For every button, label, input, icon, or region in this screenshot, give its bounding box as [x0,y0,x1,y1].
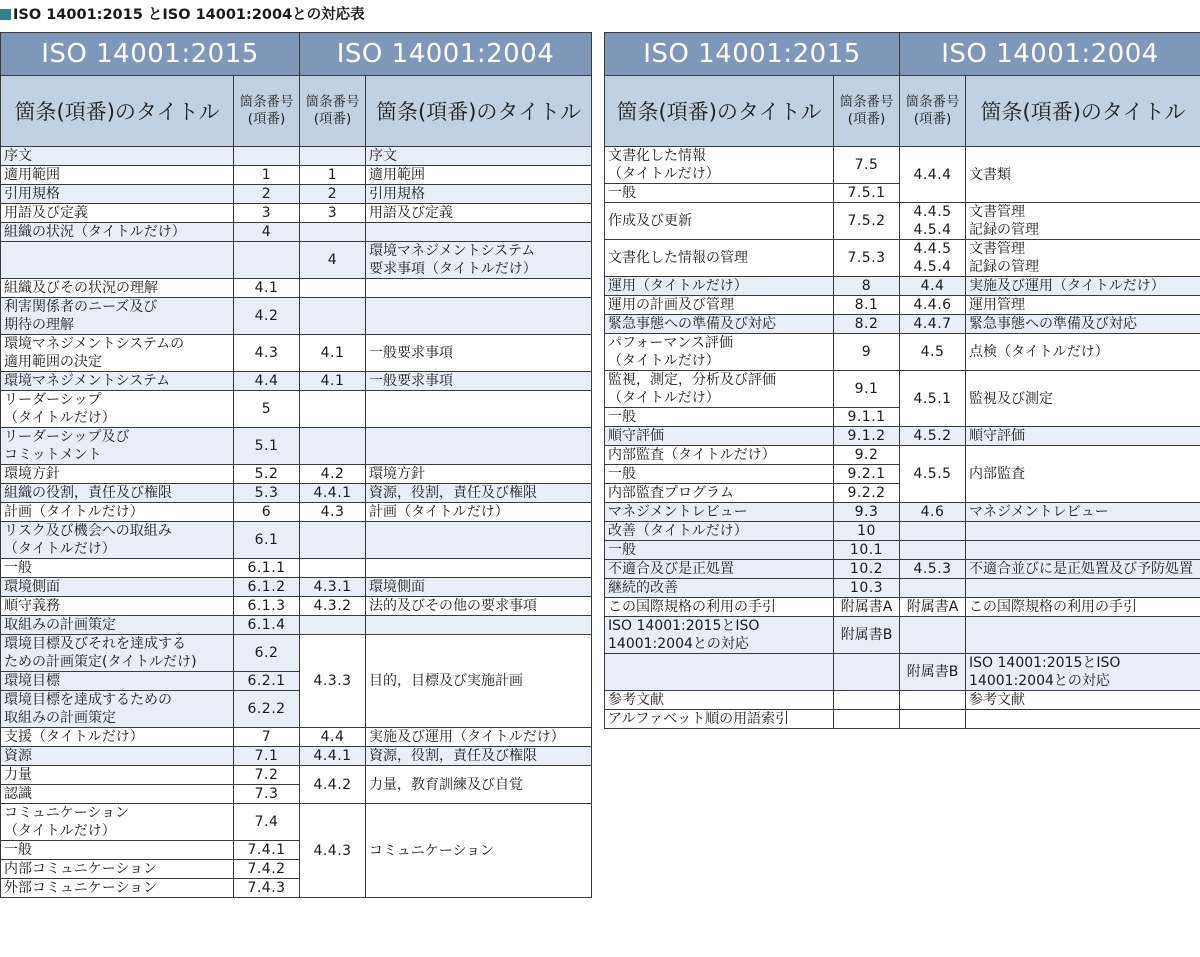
clause-number-2015: 9.2.1 [834,465,900,484]
clause-title-2015: 環境目標 [1,672,234,691]
clause-title-2004: 用語及び定義 [366,204,592,223]
clause-title-2004 [366,391,592,428]
clause-title-2015: パフォーマンス評価 （タイトルだけ） [605,334,834,371]
clause-number-2004 [300,428,366,465]
table-row [1,635,592,672]
clause-number-2015: 7 [234,728,300,747]
clause-number-2015: 6.1 [234,522,300,559]
table-row [605,691,1200,710]
table-row [1,372,592,391]
clause-title-2015: 力量 [1,766,234,785]
table-row [1,223,592,242]
table-row [1,804,592,841]
clause-title-2004: 文書類 [966,147,1200,203]
clause-title-2004: 実施及び運用（タイトルだけ） [366,728,592,747]
clause-title-2015: 内部監査プログラム [605,484,834,503]
clause-number-2004 [900,617,966,654]
clause-title-2015: 資源 [1,747,234,766]
clause-title-2015: マネジメントレビュー [605,503,834,522]
header-clause-number-2015: 箇条番号 (項番) [234,76,300,147]
clause-number-2015 [834,710,900,729]
clause-number-2004: 4.5.3 [900,560,966,579]
clause-title-2015: 内部コミュニケーション [1,860,234,879]
table-row [605,296,1200,315]
clause-title-2015: 不適合及び是正処置 [605,560,834,579]
clause-title-2015: リーダーシップ （タイトルだけ） [1,391,234,428]
clause-number-2015: 7.5.1 [834,184,900,203]
table-row [1,503,592,522]
header-clause-number-2015: 箇条番号 (項番) [834,76,900,147]
clause-title-2015: 取組みの計画策定 [1,616,234,635]
clause-title-2004: 引用規格 [366,185,592,204]
clause-title-2015: 運用の計画及び管理 [605,296,834,315]
clause-number-2015: 7.2 [234,766,300,785]
clause-number-2015: 9.2 [834,446,900,465]
clause-title-2015: 組織及びその状況の理解 [1,279,234,298]
clause-title-2004: 資源，役割，責任及び権限 [366,484,592,503]
clause-title-2015: 一般 [605,465,834,484]
table-row [605,617,1200,654]
clause-title-2004: 文書管理 記録の管理 [966,240,1200,277]
table-row [1,728,592,747]
clause-title-2015: 順守評価 [605,427,834,446]
clause-title-2015: 環境側面 [1,578,234,597]
clause-title-2015: 一般 [1,559,234,578]
clause-title-2004 [966,617,1200,654]
table-row [605,522,1200,541]
header-clause-title-2004: 箇条(項番)のタイトル [366,76,592,147]
table-row [605,503,1200,522]
clause-title-2015: 支援（タイトルだけ） [1,728,234,747]
clause-number-2015: 附属書A [834,598,900,617]
header-iso2015: ISO 14001:2015 [605,33,900,76]
clause-title-2015 [605,654,834,691]
clause-number-2015: 7.4.3 [234,879,300,898]
header-iso2015: ISO 14001:2015 [1,33,300,76]
clause-number-2015: 7.4.2 [234,860,300,879]
clause-title-2004 [966,522,1200,541]
clause-title-2004 [366,279,592,298]
clause-title-2004 [966,579,1200,598]
clause-number-2004: 4.5.5 [900,446,966,503]
clause-number-2004 [300,391,366,428]
table-row [605,315,1200,334]
clause-title-2015: 内部監査（タイトルだけ） [605,446,834,465]
clause-title-2004: 一般要求事項 [366,372,592,391]
clause-title-2004: 計画（タイトルだけ） [366,503,592,522]
clause-title-2015: リスク及び機会への取組み （タイトルだけ） [1,522,234,559]
clause-title-2015: 利害関係者のニーズ及び 期待の理解 [1,298,234,335]
correspondence-table-left [0,32,592,898]
clause-title-2004: 力量，教育訓練及び自覚 [366,766,592,804]
table-row [1,335,592,372]
clause-number-2015: 4.4 [234,372,300,391]
clause-number-2004: 4.6 [900,503,966,522]
clause-title-2015: 組織の役割，責任及び権限 [1,484,234,503]
clause-title-2004: 資源，役割，責任及び権限 [366,747,592,766]
clause-number-2004 [900,522,966,541]
clause-number-2015: 10.1 [834,541,900,560]
header-iso2004: ISO 14001:2004 [300,33,592,76]
clause-title-2015: 一般 [1,841,234,860]
clause-number-2015: 4.3 [234,335,300,372]
clause-number-2015: 2 [234,185,300,204]
clause-number-2004: 4 [300,242,366,279]
clause-number-2004 [300,616,366,635]
clause-number-2015: 9.2.2 [834,484,900,503]
clause-title-2004 [366,223,592,242]
clause-title-2004: この国際規格の利用の手引 [966,598,1200,617]
clause-number-2004 [900,691,966,710]
clause-title-2015: 組織の状況（タイトルだけ） [1,223,234,242]
clause-number-2015: 10.2 [834,560,900,579]
table-row [1,166,592,185]
clause-title-2015: 文書化した情報の管理 [605,240,834,277]
clause-number-2015: 7.4.1 [234,841,300,860]
clause-number-2015: 5.1 [234,428,300,465]
clause-number-2004: 4.1 [300,372,366,391]
clause-number-2015: 4.2 [234,298,300,335]
clause-title-2004: 環境方針 [366,465,592,484]
clause-number-2015 [834,691,900,710]
clause-title-2004 [366,559,592,578]
table-row [605,541,1200,560]
clause-number-2015: 6.2 [234,635,300,672]
clause-title-2004: 文書管理 記録の管理 [966,203,1200,240]
clause-number-2015: 8.2 [834,315,900,334]
table-row [1,559,592,578]
clause-number-2004 [300,223,366,242]
clause-title-2015: 引用規格 [1,185,234,204]
table-row [605,579,1200,598]
clause-number-2004: 2 [300,185,366,204]
clause-title-2015: 環境目標を達成するための 取組みの計画策定 [1,691,234,728]
clause-number-2004: 4.5.1 [900,371,966,427]
clause-title-2015: コミュニケーション （タイトルだけ） [1,804,234,841]
clause-number-2004: 3 [300,204,366,223]
table-row [605,334,1200,371]
clause-number-2015: 7.5.3 [834,240,900,277]
clause-title-2015: 監視，測定，分析及び評価 （タイトルだけ） [605,371,834,408]
clause-number-2015: 6.1.1 [234,559,300,578]
clause-title-2015 [1,242,234,279]
clause-title-2015: 環境マネジメントシステム [1,372,234,391]
clause-title-2015: 一般 [605,541,834,560]
clause-number-2015: 7.3 [234,785,300,804]
clause-number-2004: 4.4.1 [300,747,366,766]
table-row [1,428,592,465]
clause-title-2015: 改善（タイトルだけ） [605,522,834,541]
clause-number-2015: 8 [834,277,900,296]
clause-number-2004: 4.4.5 4.5.4 [900,203,966,240]
clause-number-2015: 3 [234,204,300,223]
clause-title-2004: 序文 [366,147,592,166]
clause-title-2015: 序文 [1,147,234,166]
clause-title-2015: この国際規格の利用の手引 [605,598,834,617]
clause-title-2015: リーダーシップ及び コミットメント [1,428,234,465]
table-row [605,277,1200,296]
clause-number-2004 [300,298,366,335]
clause-title-2015: 一般 [605,408,834,427]
clause-number-2015: 7.5.2 [834,203,900,240]
clause-number-2004: 4.4 [900,277,966,296]
clause-title-2004: 実施及び運用（タイトルだけ） [966,277,1200,296]
clause-title-2015: 作成及び更新 [605,203,834,240]
clause-title-2015: 適用範囲 [1,166,234,185]
clause-number-2015: 附属書B [834,617,900,654]
table-row [1,747,592,766]
clause-number-2015: 9.3 [834,503,900,522]
table-row [605,203,1200,240]
clause-number-2015: 7.1 [234,747,300,766]
clause-number-2004: 4.5 [900,334,966,371]
table-row [1,597,592,616]
page-title [0,5,365,25]
clause-title-2004: コミュニケーション [366,804,592,898]
clause-title-2004: 緊急事態への準備及び対応 [966,315,1200,334]
clause-title-2004: 環境側面 [366,578,592,597]
table-row [1,298,592,335]
clause-title-2015: アルファベット順の用語索引 [605,710,834,729]
clause-title-2004: 目的，目標及び実施計画 [366,635,592,728]
clause-number-2015 [834,654,900,691]
clause-number-2004: 4.3.2 [300,597,366,616]
clause-number-2004: 4.4.2 [300,766,366,804]
clause-number-2004 [300,279,366,298]
clause-title-2004: ISO 14001:2015とISO 14001:2004との対応 [966,654,1200,691]
clause-number-2015 [234,147,300,166]
clause-title-2015: 緊急事態への準備及び対応 [605,315,834,334]
clause-title-2004: マネジメントレビュー [966,503,1200,522]
clause-title-2015: 文書化した情報 （タイトルだけ） [605,147,834,184]
clause-number-2015: 6.1.4 [234,616,300,635]
clause-title-2004: 監視及び測定 [966,371,1200,427]
clause-number-2004: 4.3.3 [300,635,366,728]
header-clause-title-2015: 箇条(項番)のタイトル [605,76,834,147]
clause-number-2015: 9 [834,334,900,371]
clause-title-2015: 運用（タイトルだけ） [605,277,834,296]
header-clause-title-2015: 箇条(項番)のタイトル [1,76,234,147]
table-row [1,522,592,559]
clause-number-2015: 4 [234,223,300,242]
header-clause-number-2004: 箇条番号 (項番) [900,76,966,147]
table-row [605,560,1200,579]
clause-number-2015: 9.1.1 [834,408,900,427]
clause-title-2004: 法的及びその他の要求事項 [366,597,592,616]
clause-number-2015: 6.1.3 [234,597,300,616]
clause-number-2004 [300,522,366,559]
clause-number-2004: 4.4.5 4.5.4 [900,240,966,277]
clause-number-2004: 附属書A [900,598,966,617]
clause-number-2004: 4.2 [300,465,366,484]
clause-title-2004 [366,616,592,635]
header-clause-title-2004: 箇条(項番)のタイトル [966,76,1200,147]
page-title-text: ISO 14001:2015 とISO 14001:2004との対応表 [13,7,365,23]
clause-number-2004: 1 [300,166,366,185]
table-row [1,185,592,204]
table-row [605,147,1200,184]
clause-title-2015: 参考文献 [605,691,834,710]
table-row [1,242,592,279]
clause-number-2015: 10 [834,522,900,541]
clause-title-2004 [366,428,592,465]
clause-title-2015: 環境マネジメントシステムの 適用範囲の決定 [1,335,234,372]
clause-number-2015: 10.3 [834,579,900,598]
clause-number-2004: 4.1 [300,335,366,372]
clause-number-2015: 7.5 [834,147,900,184]
clause-title-2015: 一般 [605,184,834,203]
table-row [1,766,592,785]
clause-number-2015: 9.1 [834,371,900,408]
clause-title-2004 [966,710,1200,729]
table-row [605,427,1200,446]
clause-title-2004 [366,298,592,335]
table-row [1,147,592,166]
clause-number-2004: 4.4.3 [300,804,366,898]
clause-number-2015: 7.4 [234,804,300,841]
clause-number-2015: 6 [234,503,300,522]
clause-title-2004: 環境マネジメントシステム 要求事項（タイトルだけ） [366,242,592,279]
clause-number-2004: 4.3 [300,503,366,522]
clause-number-2004: 4.4.6 [900,296,966,315]
clause-title-2015: 環境方針 [1,465,234,484]
clause-number-2015: 8.1 [834,296,900,315]
table-row [1,391,592,428]
clause-title-2004: 参考文献 [966,691,1200,710]
clause-number-2015: 4.1 [234,279,300,298]
table-row [605,446,1200,465]
clause-title-2004: 一般要求事項 [366,335,592,372]
clause-number-2004: 4.5.2 [900,427,966,446]
clause-number-2004 [900,579,966,598]
clause-title-2004: 不適合並びに是正処置及び予防処置 [966,560,1200,579]
header-clause-number-2004: 箇条番号 (項番) [300,76,366,147]
title-square-icon [0,9,11,20]
clause-number-2004 [900,710,966,729]
table-row [1,484,592,503]
clause-number-2015: 5 [234,391,300,428]
clause-number-2015: 6.2.1 [234,672,300,691]
clause-number-2004 [300,147,366,166]
table-row [1,578,592,597]
clause-title-2004: 順守評価 [966,427,1200,446]
clause-title-2015: 認識 [1,785,234,804]
correspondence-table-right [604,32,1200,729]
clause-number-2004: 4.4.7 [900,315,966,334]
table-row [1,204,592,223]
header-iso2004: ISO 14001:2004 [900,33,1200,76]
clause-number-2015: 1 [234,166,300,185]
clause-title-2004: 点検（タイトルだけ） [966,334,1200,371]
clause-title-2004: 内部監査 [966,446,1200,503]
clause-number-2015: 9.1.2 [834,427,900,446]
clause-number-2015 [234,242,300,279]
clause-title-2015: 用語及び定義 [1,204,234,223]
clause-title-2004: 運用管理 [966,296,1200,315]
table-row [605,598,1200,617]
clause-number-2015: 6.2.2 [234,691,300,728]
table-row [1,616,592,635]
clause-title-2015: 計画（タイトルだけ） [1,503,234,522]
clause-title-2015: 順守義務 [1,597,234,616]
clause-number-2004 [300,559,366,578]
clause-number-2004: 4.4.4 [900,147,966,203]
table-row [605,710,1200,729]
clause-title-2004: 適用範囲 [366,166,592,185]
table-row [1,465,592,484]
clause-title-2004 [966,541,1200,560]
clause-number-2004: 4.3.1 [300,578,366,597]
table-row [605,371,1200,408]
clause-title-2015: 環境目標及びそれを達成する ための計画策定(タイトルだけ) [1,635,234,672]
table-row [605,654,1200,691]
clause-title-2004 [366,522,592,559]
clause-number-2004 [900,541,966,560]
clause-title-2015: 継続的改善 [605,579,834,598]
clause-number-2004: 附属書B [900,654,966,691]
clause-number-2004: 4.4 [300,728,366,747]
clause-title-2015: 外部コミュニケーション [1,879,234,898]
clause-title-2015: ISO 14001:2015とISO 14001:2004との対応 [605,617,834,654]
clause-number-2015: 5.2 [234,465,300,484]
clause-number-2004: 4.4.1 [300,484,366,503]
table-row [1,279,592,298]
clause-number-2015: 5.3 [234,484,300,503]
table-row [605,240,1200,277]
clause-number-2015: 6.1.2 [234,578,300,597]
